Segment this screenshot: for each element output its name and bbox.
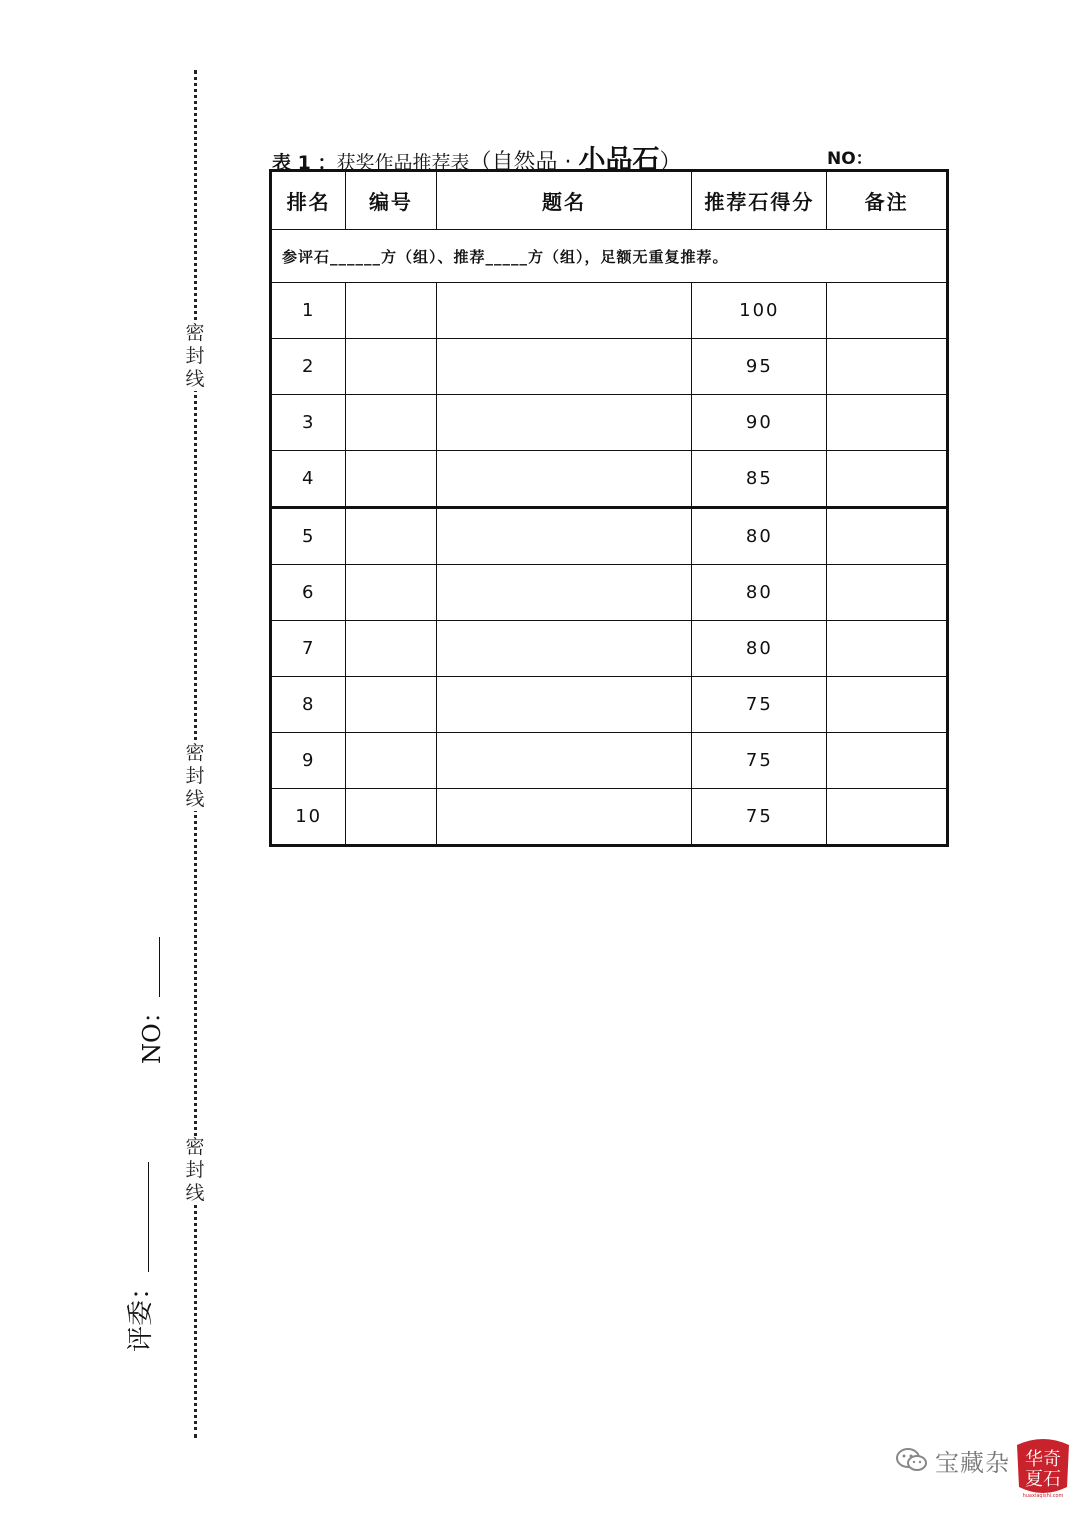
seal-char: 密 <box>185 1136 205 1158</box>
rank-cell: 1 <box>271 283 346 339</box>
title-cell[interactable] <box>436 565 692 621</box>
seal-char: 密 <box>185 322 205 344</box>
page-title <box>272 138 952 176</box>
rank-cell: 4 <box>271 451 346 508</box>
score-cell: 85 <box>692 451 827 508</box>
table-row <box>271 621 948 677</box>
score-cell: 80 <box>692 508 827 565</box>
note-input-cell[interactable] <box>827 395 948 451</box>
code-cell[interactable] <box>346 621 436 677</box>
side-no-label: NO： <box>138 999 166 1064</box>
code-cell[interactable] <box>346 395 436 451</box>
seal-char: 线 <box>185 368 205 390</box>
title-cell[interactable] <box>436 621 692 677</box>
title-main: 获奖作品推荐表 <box>336 152 470 174</box>
score-cell: 90 <box>692 395 827 451</box>
seal-label-top <box>180 322 210 391</box>
title-cell[interactable] <box>436 677 692 733</box>
note-input-cell[interactable] <box>827 789 948 846</box>
judge-blank[interactable] <box>148 1162 149 1272</box>
wechat-icon <box>895 1447 929 1473</box>
rank-cell: 7 <box>271 621 346 677</box>
svg-text:huaxiaqishi.com: huaxiaqishi.com <box>1022 1493 1064 1499</box>
note-input-cell[interactable] <box>827 621 948 677</box>
side-no-blank[interactable] <box>159 937 160 997</box>
note-input-cell[interactable] <box>827 339 948 395</box>
title-sub1: 自然品 · <box>491 150 579 175</box>
table-row <box>271 565 948 621</box>
table-header-row <box>271 171 948 230</box>
note-cell: 参评石______方（组）、推荐_____方（组），足额无重复推荐。 <box>271 230 948 283</box>
svg-text:华奇: 华奇 <box>1025 1449 1061 1470</box>
score-cell: 75 <box>692 733 827 789</box>
title-paren-close: ） <box>659 150 682 175</box>
svg-text:夏石: 夏石 <box>1025 1469 1061 1490</box>
table-row <box>271 339 948 395</box>
score-cell: 80 <box>692 621 827 677</box>
code-cell[interactable] <box>346 789 436 846</box>
table-row <box>271 395 948 451</box>
title-cell[interactable] <box>436 283 692 339</box>
side-no-field <box>132 956 172 1064</box>
code-cell[interactable] <box>346 508 436 565</box>
rank-cell: 6 <box>271 565 346 621</box>
score-cell: 95 <box>692 339 827 395</box>
code-cell[interactable] <box>346 733 436 789</box>
rank-cell: 10 <box>271 789 346 846</box>
note-input-cell[interactable] <box>827 733 948 789</box>
header-note: 备注 <box>827 171 948 230</box>
seal-char: 线 <box>185 1182 205 1204</box>
header-rank: 排名 <box>271 171 346 230</box>
note-input-cell[interactable] <box>827 283 948 339</box>
table-row <box>271 677 948 733</box>
code-cell[interactable] <box>346 677 436 733</box>
rank-cell: 3 <box>271 395 346 451</box>
note-input-cell[interactable] <box>827 677 948 733</box>
seal-label-bottom <box>180 1136 210 1205</box>
seal-char: 封 <box>185 1159 205 1181</box>
header-code: 编号 <box>346 171 436 230</box>
score-cell: 75 <box>692 677 827 733</box>
title-no-label: NO： <box>827 149 873 169</box>
score-cell: 75 <box>692 789 827 846</box>
title-prefix: 表 1 ： <box>272 152 337 174</box>
seal-logo <box>1013 1435 1073 1501</box>
seal-char: 封 <box>185 765 205 787</box>
watermark <box>895 1435 1075 1505</box>
seal-label-middle <box>180 742 210 811</box>
table-row <box>271 451 948 508</box>
watermark-text: 宝藏杂 <box>935 1449 1010 1477</box>
rank-cell: 8 <box>271 677 346 733</box>
title-cell[interactable] <box>436 508 692 565</box>
note-input-cell[interactable] <box>827 451 948 508</box>
rank-cell: 2 <box>271 339 346 395</box>
score-cell: 80 <box>692 565 827 621</box>
header-title: 题名 <box>436 171 692 230</box>
title-paren-open: （ <box>469 150 492 175</box>
note-input-cell[interactable] <box>827 565 948 621</box>
code-cell[interactable] <box>346 283 436 339</box>
code-cell[interactable] <box>346 339 436 395</box>
code-cell[interactable] <box>346 565 436 621</box>
code-cell[interactable] <box>346 451 436 508</box>
table-row <box>271 283 948 339</box>
judge-label: 评委： <box>126 1273 156 1352</box>
rank-cell: 9 <box>271 733 346 789</box>
seal-char: 密 <box>185 742 205 764</box>
seal-char: 封 <box>185 345 205 367</box>
table-row <box>271 789 948 846</box>
note-input-cell[interactable] <box>827 508 948 565</box>
seal-char: 线 <box>185 788 205 810</box>
title-cell[interactable] <box>436 733 692 789</box>
score-cell: 100 <box>692 283 827 339</box>
note-row <box>271 230 948 283</box>
recommendation-table <box>269 169 949 847</box>
rank-cell: 5 <box>271 508 346 565</box>
title-sub2: 小品石 <box>578 145 660 176</box>
title-cell[interactable] <box>436 451 692 508</box>
title-cell[interactable] <box>436 339 692 395</box>
judge-field <box>120 1132 160 1352</box>
title-cell[interactable] <box>436 789 692 846</box>
title-cell[interactable] <box>436 395 692 451</box>
table-row <box>271 733 948 789</box>
header-score: 推荐石得分 <box>692 171 827 230</box>
table-row <box>271 508 948 565</box>
